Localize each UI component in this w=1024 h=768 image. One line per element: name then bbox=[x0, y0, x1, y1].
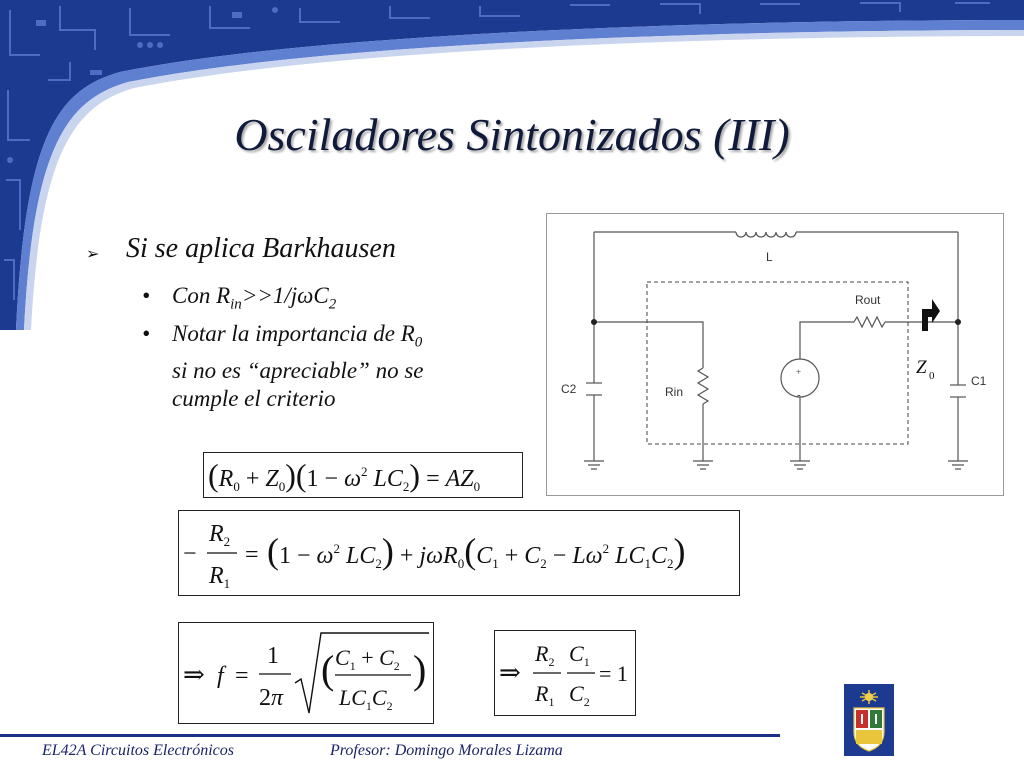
bullet-barkhausen: Si se aplica Barkhausen bbox=[126, 233, 396, 264]
svg-text:LC1C2: $LC_1C_2$ bbox=[339, 685, 393, 713]
z0-subscript: 0 bbox=[929, 370, 935, 382]
svg-text:C1: $C_1$ bbox=[569, 641, 590, 669]
rin-label: Rin bbox=[665, 385, 684, 399]
footer-rule bbox=[0, 734, 780, 737]
svg-text:⇒: ⇒ bbox=[499, 658, 521, 687]
slide-title: Osciladores Sintonizados (III) bbox=[234, 109, 790, 160]
c2-subscript: 2 bbox=[328, 296, 337, 313]
svg-text:(: ( bbox=[321, 647, 335, 692]
svg-text:R1: $R_1$ bbox=[209, 563, 231, 591]
footer-professor: Profesor: Domingo Morales Lizama bbox=[330, 742, 563, 759]
svg-text:C1 + C2: $C_1 + C_2$ bbox=[335, 645, 400, 673]
footer-course: EL42A Circuitos Electrónicos bbox=[42, 742, 234, 759]
university-crest-logo bbox=[844, 684, 894, 756]
svg-text:(1 − ω2 LC2) + jωR0(C1 + C2 −: ($1 - \omega^2$ $LC_2) + j\omega R_0(C_1 + C_2 - L\omega^2$ $LC_1C_2$) bbox=[267, 531, 686, 571]
z0-label: Z bbox=[916, 357, 927, 378]
rin-subscript: in bbox=[230, 296, 242, 313]
svg-text:f: f bbox=[217, 663, 224, 689]
equation-frequency-graphic bbox=[179, 623, 433, 723]
arrow-bullet-icon: ➢ bbox=[86, 246, 100, 263]
equation-complex bbox=[178, 510, 740, 596]
rout-label: Rout bbox=[855, 293, 881, 307]
svg-text:R1: $R_1$ bbox=[535, 681, 555, 709]
svg-text:(R0 + Z0)(1 − ω2 LC2) = AZ0: $(R_0 + Z_0)(1 - \omega^2$ $LC_2) = AZ_0$ bbox=[208, 457, 481, 494]
svg-text:1: 1 bbox=[267, 643, 279, 669]
oscillator-circuit-diagram bbox=[546, 213, 1004, 496]
r0-line2: si no es “apreciable” no se bbox=[172, 357, 424, 383]
bullet-r0-importance bbox=[172, 320, 424, 413]
equation-frequency bbox=[178, 622, 434, 724]
svg-text:C2: $C_2$ bbox=[569, 681, 590, 709]
equation-gain-ratio-graphic bbox=[495, 631, 635, 715]
r0-subscript: 0 bbox=[414, 334, 423, 351]
r0-line1: Notar la importancia de R bbox=[172, 321, 415, 346]
svg-text:R2: $R_2$ bbox=[535, 641, 555, 669]
svg-text:R2: $R_2$ bbox=[209, 521, 231, 549]
svg-text:=: = bbox=[235, 663, 249, 689]
r0-line3: cumple el criterio bbox=[172, 385, 336, 411]
c1-label: C1 bbox=[971, 374, 987, 388]
svg-text:=: = bbox=[245, 542, 259, 568]
equation-complex-graphic bbox=[179, 511, 739, 595]
source-plus: + bbox=[796, 367, 802, 377]
bullet-dot: • bbox=[142, 321, 151, 346]
inductor-label: L bbox=[766, 250, 773, 264]
rin-relation: >>1/jωC bbox=[241, 283, 329, 308]
bullet-dot: • bbox=[142, 283, 151, 308]
bullet-rin-condition bbox=[172, 282, 336, 319]
equation-barkhausen bbox=[203, 452, 523, 498]
rin-text: Con R bbox=[172, 283, 231, 308]
svg-text:⇒: ⇒ bbox=[183, 660, 205, 689]
c2-label: C2 bbox=[561, 382, 577, 396]
svg-text:2π: 2π bbox=[259, 685, 284, 711]
source-minus: - bbox=[797, 389, 801, 401]
svg-text:−: − bbox=[183, 541, 197, 567]
equation-barkhausen-graphic bbox=[204, 453, 522, 497]
equation-gain-ratio bbox=[494, 630, 636, 716]
svg-text:): ) bbox=[413, 647, 427, 692]
svg-text:= 1: = 1 bbox=[599, 661, 628, 686]
